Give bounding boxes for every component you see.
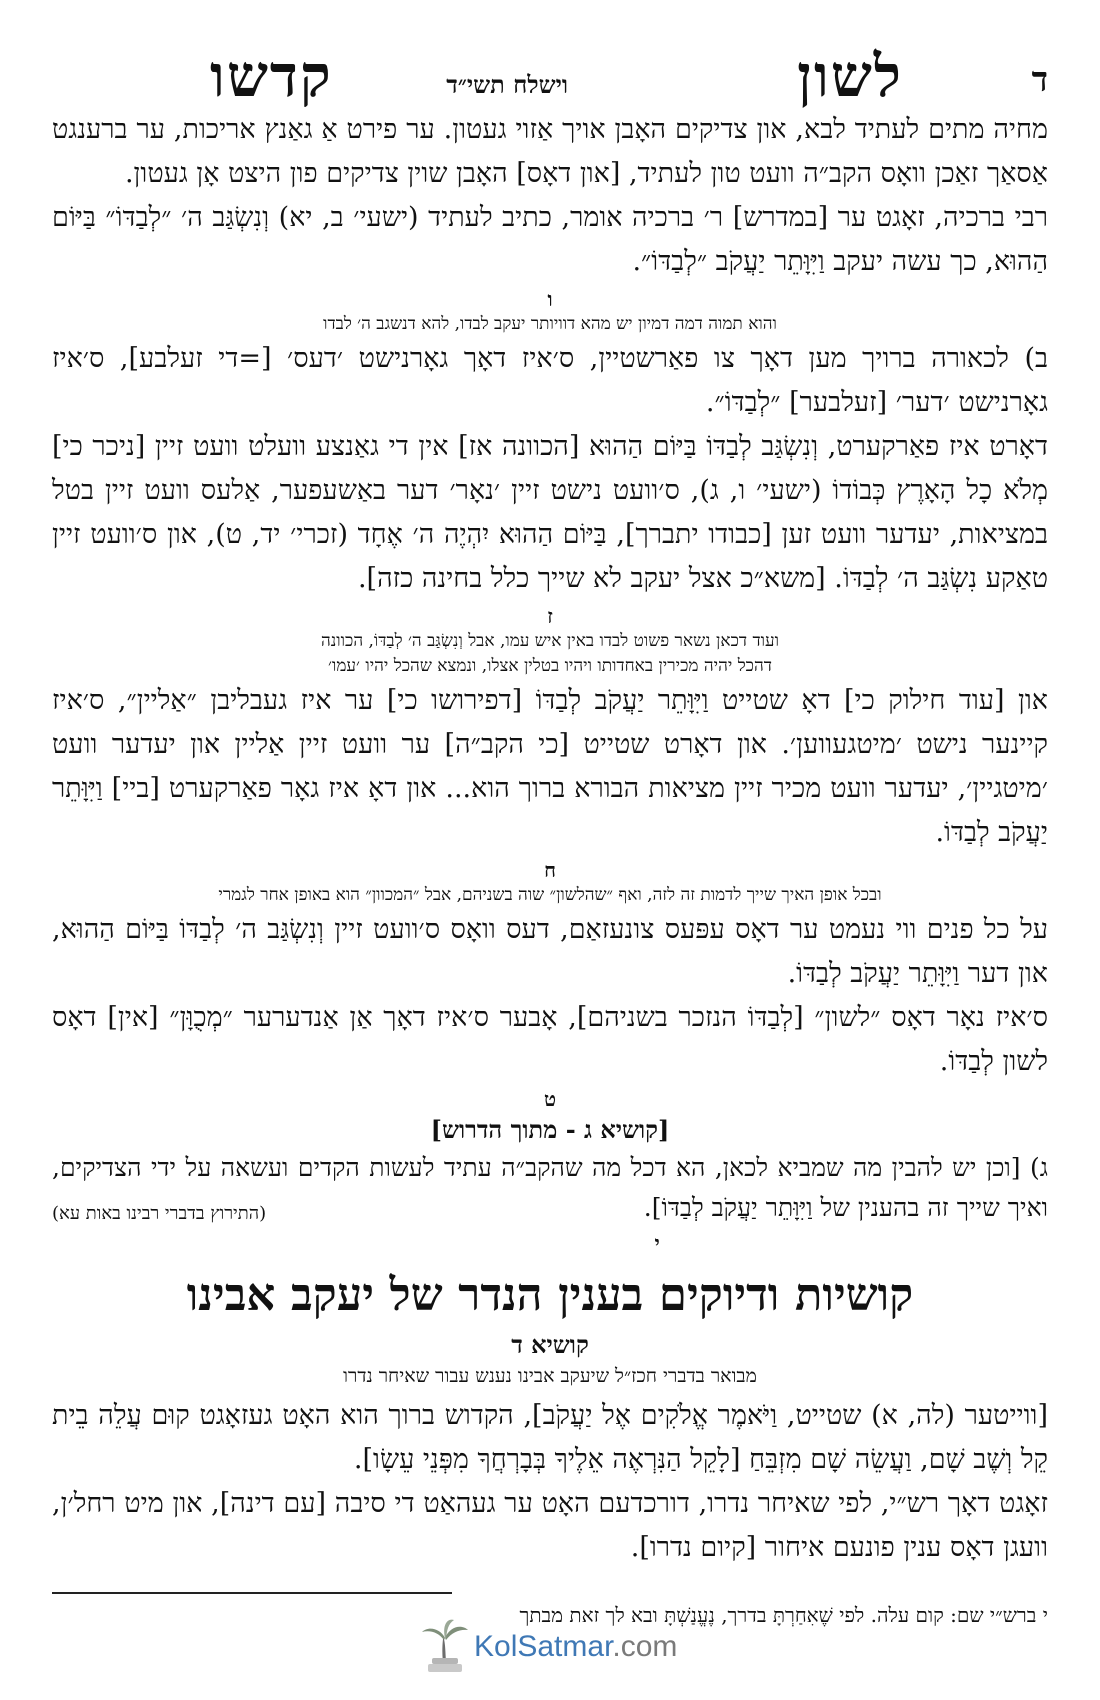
- paragraph: ב) לכאורה ברויך מען דאָך צו פאַרשטיין, ס׳איז דאָך גאָרנישט ׳דעס׳ [=די זעלבע], ס׳איז גאָרנישט ׳דער׳ [זעלבער] ״לְבַדּוֹ״.: [52, 343, 1048, 418]
- footnote-divider: [52, 1592, 452, 1594]
- note-marker: ו: [547, 287, 553, 311]
- running-title-left: קדשו: [210, 42, 333, 110]
- paragraph: [ווייטער (לה, א) שטייט, וַיֹּאמֶר אֱלֹקִים אֶל יַעֲקֹב], הקדוש ברוך הוא האָט געזאָגט קוּם עֲלֵה בֵית קֵל וְשֶׁב שָׁם, וַעֲשֵׂה שָׁם מִזְבֵּחַ [לָקֵל הַנִּרְאֶה אֵלֶיךָ בְּבָרְחֲךָ מִפְּנֵי עֵשָׂו].: [52, 1400, 1048, 1475]
- paragraph: דאָרט איז פאַרקערט, וְנִשְׂגַּב לְבַדּוֹ בַּיּוֹם הַהוּא [הכוונה אז] אין די גאַנצע וועלט וועט זיין [ניכר כי] מְלֹא כָל הָאָרֶץ כְּבוֹדוֹ (ישעי׳ ו, ג), ס׳וועט נישט זיין ׳נאָר׳ דער באַשעפער, אַלעס וועט זיין בטל במציאות, יעדער וועט זען [כבודו יתברך], בַּיּוֹם הַהוּא יִהְיֶה ה׳ אֶחָד (זכרי׳ יד, ט), און ס׳וועט זיין טאַקע נִשְׂגַּב ה׳ לְבַדּוֹ. [משא״כ אצל יעקב לא שייך כלל בחינה כזה].: [52, 431, 1048, 594]
- question-reference: (התירוץ בדברי רבינו באות עא): [52, 1203, 267, 1224]
- paragraph: זאָגט דאָך רש״י, לפי שאיחר נדרו, דורכדעם האָט ער געהאַט די סיבה [עם דינה], און מיט רחל׳ן, וועגן דאָס ענין פונעם איחור [קיום נדרו].: [52, 1488, 1048, 1563]
- section-title: קושיות ודיוקים בענין הנדר של יעקב אבינו: [186, 1268, 914, 1321]
- note-marker: ט: [543, 1087, 557, 1111]
- palm-tree-icon: [420, 1618, 470, 1674]
- page-header: [60, 42, 1048, 112]
- note-marker: ז: [547, 604, 553, 628]
- paragraph: על כל פנים ווי נעמט ער דאָס עפּעס צונעזאַם, דעס וואָס ס׳וועט זיין וְנִשְׂגַּב ה׳ לְבַדּוֹ בַּיּוֹם הַהוּא, און דער וַיִּוָּתֵר יַעֲקֹב לְבַדּוֹ.: [52, 914, 1048, 989]
- paragraph: רבי ברכיה, זאָגט ער [במדרש] ר׳ ברכיה אומר, כתיב לעתיד (ישעי׳ ב, יא) וְנִשְׂגַּב ה׳ ״לְבַדּוֹ״ בַּיּוֹם הַהוּא, כך עשה יעקב וַיִּוָּתֵר יַעֲקֹב ״לְבַדּוֹ״.: [52, 202, 1048, 277]
- note-marker: ח: [544, 858, 556, 882]
- paragraph: מחיה מתים לעתיד לבא, און צדיקים האָבן אויך אַזוי געטון. ער פירט אַ גאַנץ אריכות, ער ברענגט אַסאַך זאַכן וואָס הקב״ה וועט טון לעתיד, [און דאָס] האָבן שוין צדיקים פון היצט אָן געטון.: [52, 114, 1048, 189]
- watermark-name: KolSatmar: [474, 1630, 613, 1663]
- side-note: והוא תמוה דמה דמיון יש מהא דוויותר יעקב לבדו, להא דנשגב ה׳ לבדו: [323, 314, 777, 334]
- side-note-line: דהכל יהיה מכירין באחדותו ויהיו בטלין אצלו, ונמצא שהכל יהיו ׳עמו׳: [328, 656, 772, 676]
- paragraph: און [עוד חילוק כי] דאָ שטייט וַיִּוָּתֵר יַעֲקֹב לְבַדּוֹ [דפירושו כי] ער איז געבליבן ״אַליין״, ס׳איז קיינער נישט ׳מיטגעווען׳. און דאָרט שטייט [כי הקב״ה] ער וועט זיין אַליין און יעדער וועט ׳מיטגיין׳, יעדער וועט מכיר זיין מציאות הבורא ברוך הוא... און דאָ איז גאָר פאַרקערט [ביי] וַיִּוָּתֵר יַעֲקֹב לְבַדּוֹ.: [52, 685, 1048, 848]
- side-note-line: ועוד דכאן נשאר פשוט לבדו באין איש עמו, אבל וְנִשְׂגַּב ה׳ לְבַדּוֹ, הכוונה: [321, 631, 779, 651]
- page-number: ד: [1031, 60, 1048, 100]
- footnote: י ברש״י שם: קום עלה. לפי שֶׁאִחַרְתָּ בדרך, נֶעֱנַשְׁתָּ ובא לך זאת מבתך: [519, 1603, 1048, 1627]
- section-subtitle: קושיא ד: [511, 1330, 589, 1359]
- question-body: ג) [וכן יש להבין מה שמביא לכאן, הא דכל מה שהקב״ה עתיד לעשות הקדים ועשאה על ידי הצדיקים, ואיך שייך זה בהענין של וַיִּוָּתֵר יַעֲקֹב לְבַדּוֹ].: [52, 1153, 1048, 1222]
- section-description: מבואר בדברי חכז״ל שיעקב אבינו נענש עבור שאיחר נדרו: [343, 1365, 757, 1387]
- paragraph: ס׳איז נאָר דאָס ״לשון״ [לְבַדּוֹ הנזכר בשניהם], אָבער ס׳איז דאָך אַן אַנדערער ״מְכֻוָּן״ [אין] דאָס לשון לְבַדּוֹ.: [52, 1002, 1048, 1077]
- page-body: [52, 108, 1048, 1570]
- watermark-domain: .com: [612, 1630, 678, 1663]
- watermark-text: [474, 1630, 677, 1664]
- side-note: ובכל אופן האיך שייך לדמות זה לזה, ואף ״שהלשון״ שוה בשניהם, אבל ״המכוון״ הוא באופן אחר לגמרי: [218, 885, 882, 905]
- question-heading: [קושיא ג - מתוך הדרוש]: [430, 1115, 670, 1144]
- question-text: [52, 1148, 1048, 1228]
- running-title-right: לשון: [797, 42, 903, 110]
- note-marker: י: [654, 1231, 660, 1255]
- parsha-label: וישלח תשי״ד: [446, 70, 568, 99]
- site-watermark[interactable]: [418, 1618, 688, 1678]
